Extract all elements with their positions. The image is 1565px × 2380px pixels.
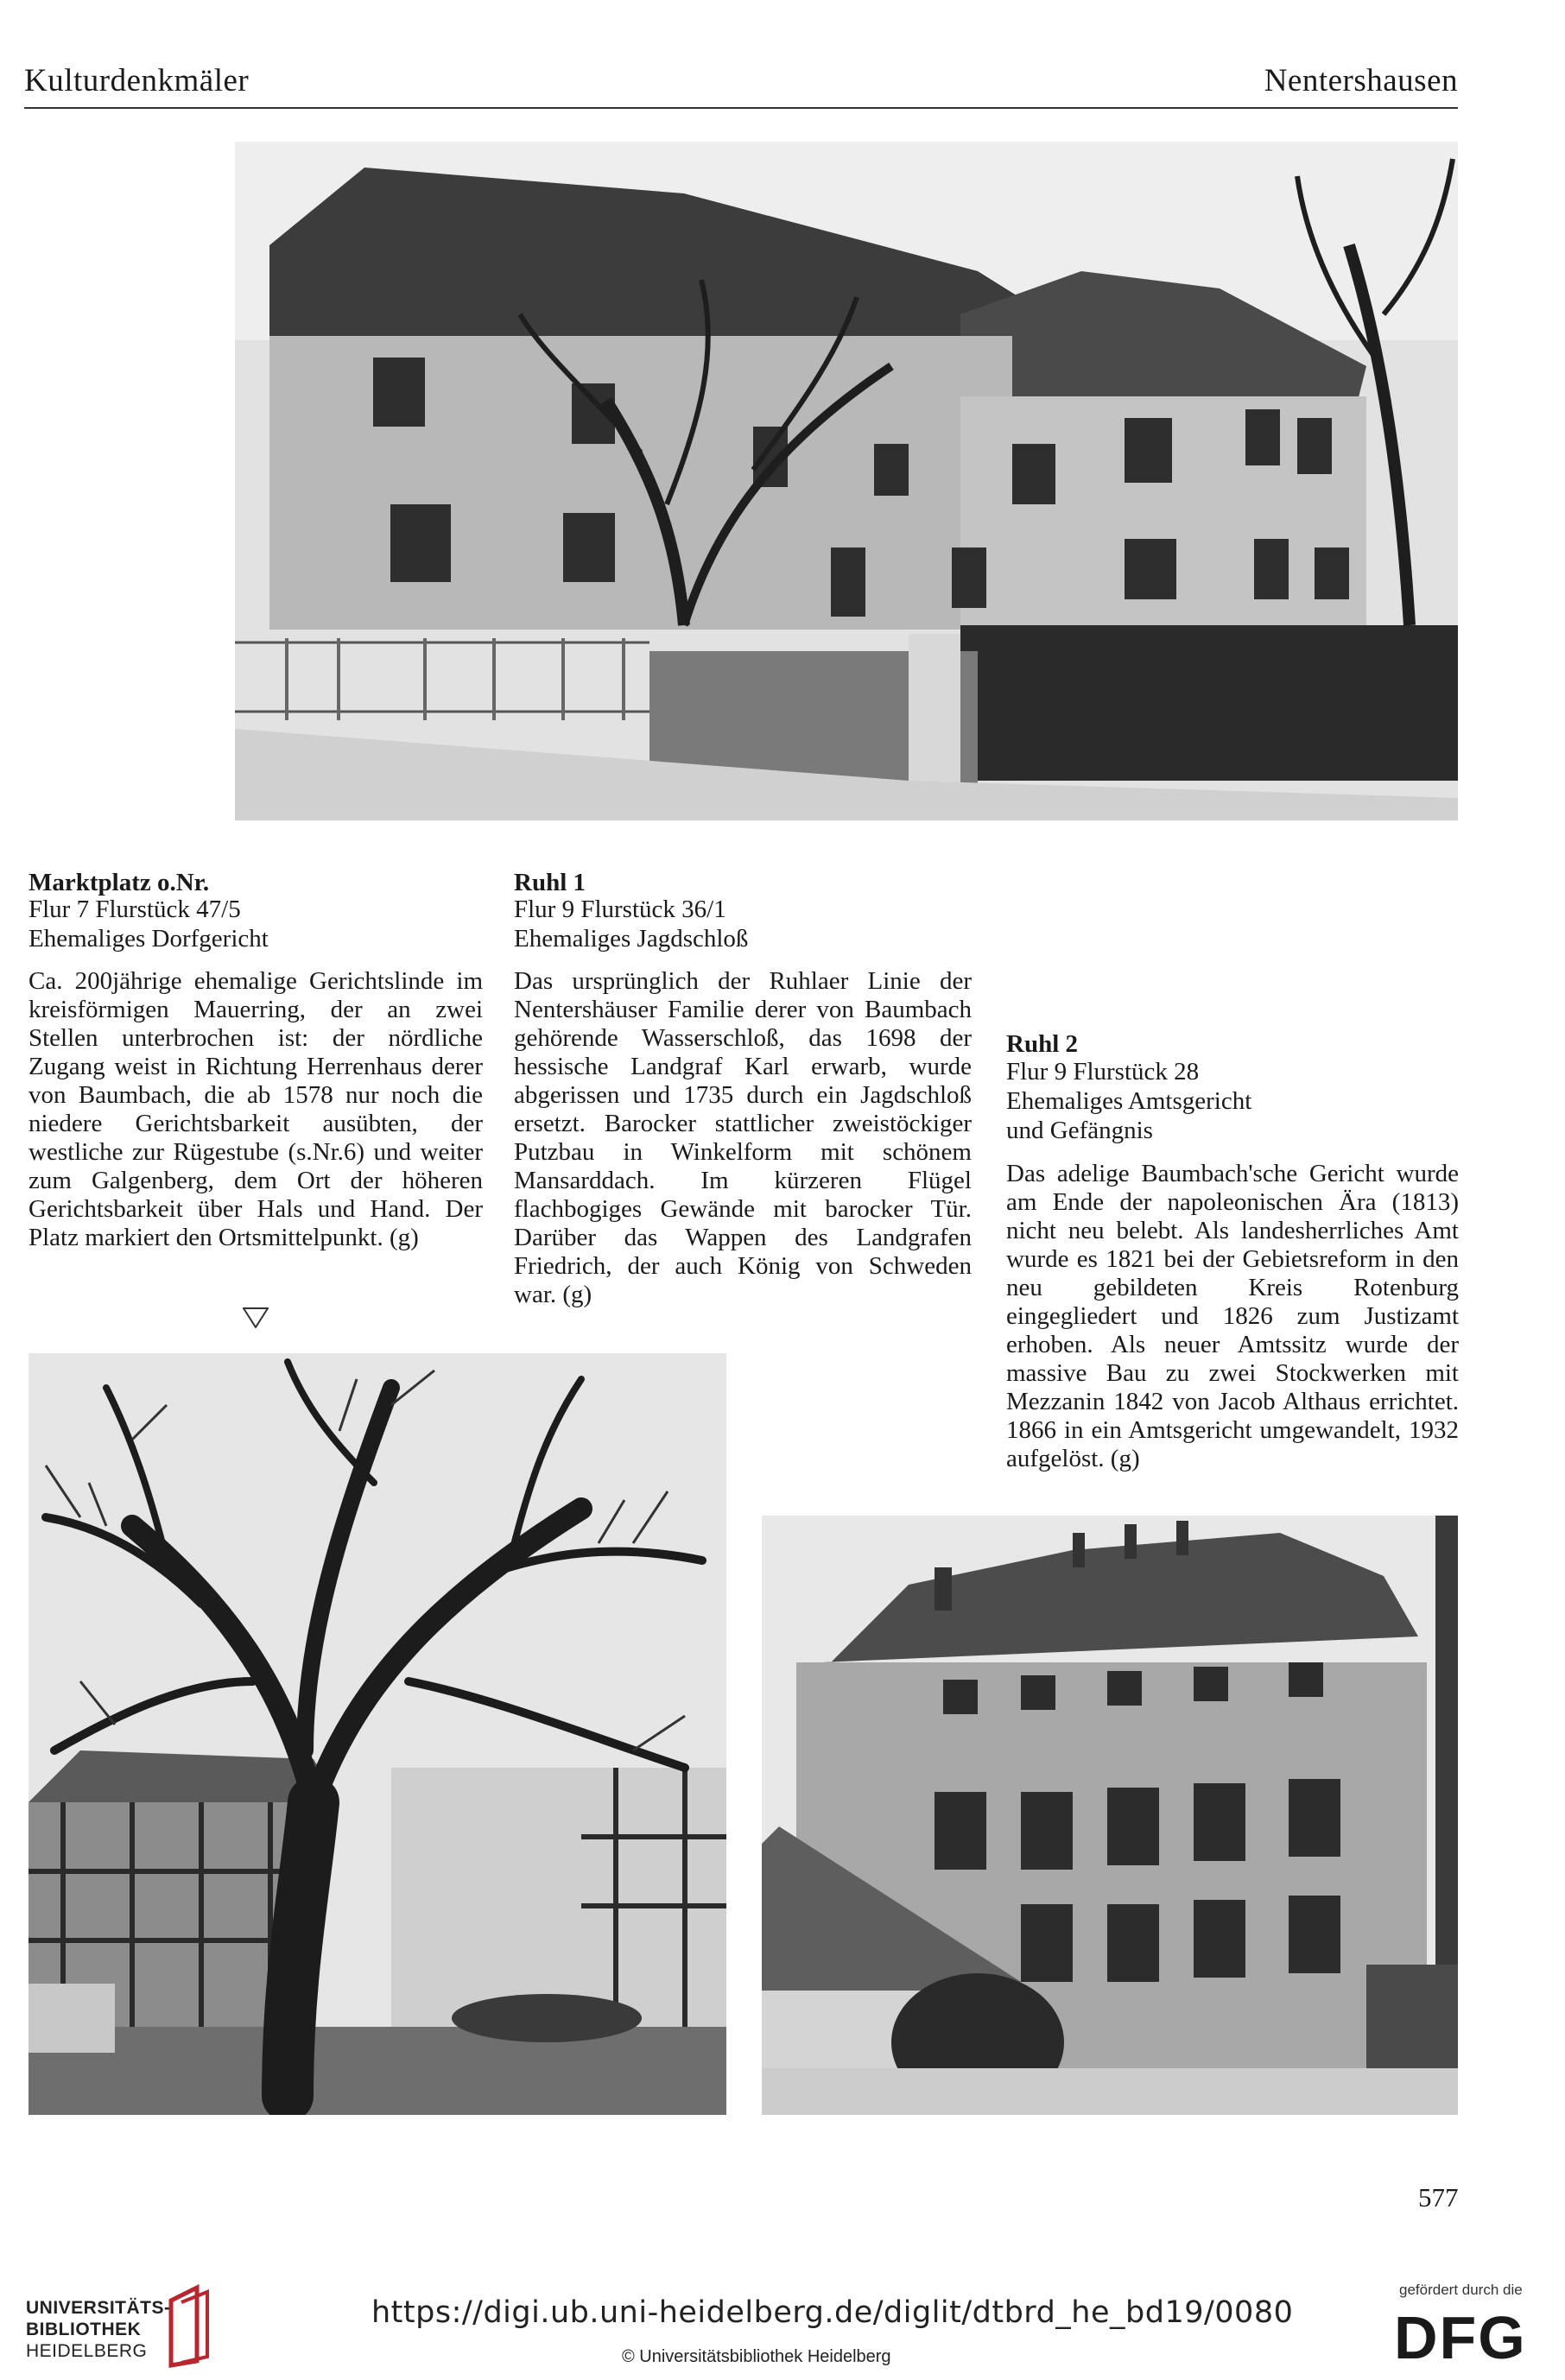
entry-body: Ca. 200jährige ehemalige Gerichtslinde im kreisförmigen Mauerring, der an zwei Stellen unterbrochen ist: der nördliche Zugang weist in Richtung Herrenhaus derer von Baumbach, die ab 1578 nur noch die niedere Gerichtsbarkeit ausübten, der westliche zur Rügestube (s.Nr.6) und weiter zum Galgenberg, dem Ort der höheren Gerichtsbarkeit über Hals und Hand. Der Platz markiert den Ortsmittelpunkt. (g)	[29, 967, 483, 1251]
entry-subtitle: Ehemaliges Jagdschloß	[514, 925, 749, 953]
entry-subtitle-continued: und Gefängnis	[1006, 1117, 1153, 1144]
entry-body: Das adelige Baumbach'sche Gericht wurde am Ende der napoleonischen Ära (1813) nicht neu belebt. Als landesherrliches Amt wurde es 1821 bei der Gebietsreform in den neu gebildeten Kreis Rotenburg eingegliedert und 1826 zum Justizamt erhoben. Als neuer Amtssitz wurde der massive Bau zu zwei Stockwerken mit Mezzanin 1842 von Jacob Althaus errichtet. 1866 in ein Amtsgericht umgewandelt, 1932 aufgelöst. (g)	[1006, 1160, 1459, 1472]
photo-jagdschloss	[235, 142, 1458, 820]
entry-body: Das ursprünglich der Ruhlaer Linie der Nentershäuser Familie derer von Baumbach gehörende Wasserschloß, das 1698 der hessische Landgraf Karl erwarb, wurde abgerissen und 1735 durch ein Jagdschloß ersetzt. Barocker stattlicher zweistöckiger Putzbau in Winkelform mit schönem Mansarddach. Im kürzeren Flügel flachbogiges Gewände mit barocker Tür. Darüber das Wappen des Landgrafen Friedrich, der auch König von Schweden war. (g)	[514, 967, 972, 1308]
library-logo-icon	[162, 2283, 218, 2370]
library-name-line: UNIVERSITÄTS-	[26, 2298, 171, 2318]
entry-parcel: Flur 9 Flurstück 28	[1006, 1058, 1200, 1086]
entry-parcel: Flur 9 Flurstück 36/1	[514, 896, 726, 923]
entry-subtitle: Ehemaliges Dorfgericht	[29, 925, 269, 953]
running-header-right: Nentershausen	[1264, 63, 1458, 98]
triangle-down-icon	[243, 1307, 269, 1328]
header-rule	[24, 107, 1458, 109]
permalink-url[interactable]: https://digi.ub.uni-heidelberg.de/diglit/dtbrd_he_bd19/0080	[371, 2295, 1294, 2330]
entry-title: Marktplatz o.Nr.	[29, 869, 210, 896]
running-header-left: Kulturdenkmäler	[24, 63, 250, 98]
entry-parcel: Flur 7 Flurstück 47/5	[29, 896, 241, 923]
entry-title: Ruhl 2	[1006, 1030, 1079, 1058]
page-number: 577	[1418, 2182, 1459, 2212]
photo-gerichtslinde	[29, 1353, 726, 2115]
library-name-line: BIBLIOTHEK	[26, 2320, 142, 2339]
funding-label: gefördert durch die	[1399, 2282, 1523, 2298]
photo-amtsgericht	[762, 1516, 1458, 2115]
entry-subtitle: Ehemaliges Amtsgericht	[1006, 1087, 1252, 1115]
footer-bar	[0, 2264, 1565, 2380]
library-name-line: HEIDELBERG	[26, 2341, 148, 2361]
copyright-notice: © Universitätsbibliothek Heidelberg	[622, 2347, 891, 2366]
library-name	[26, 2297, 171, 2362]
entry-title: Ruhl 1	[514, 869, 586, 896]
dfg-logo: DFG	[1394, 2304, 1527, 2371]
